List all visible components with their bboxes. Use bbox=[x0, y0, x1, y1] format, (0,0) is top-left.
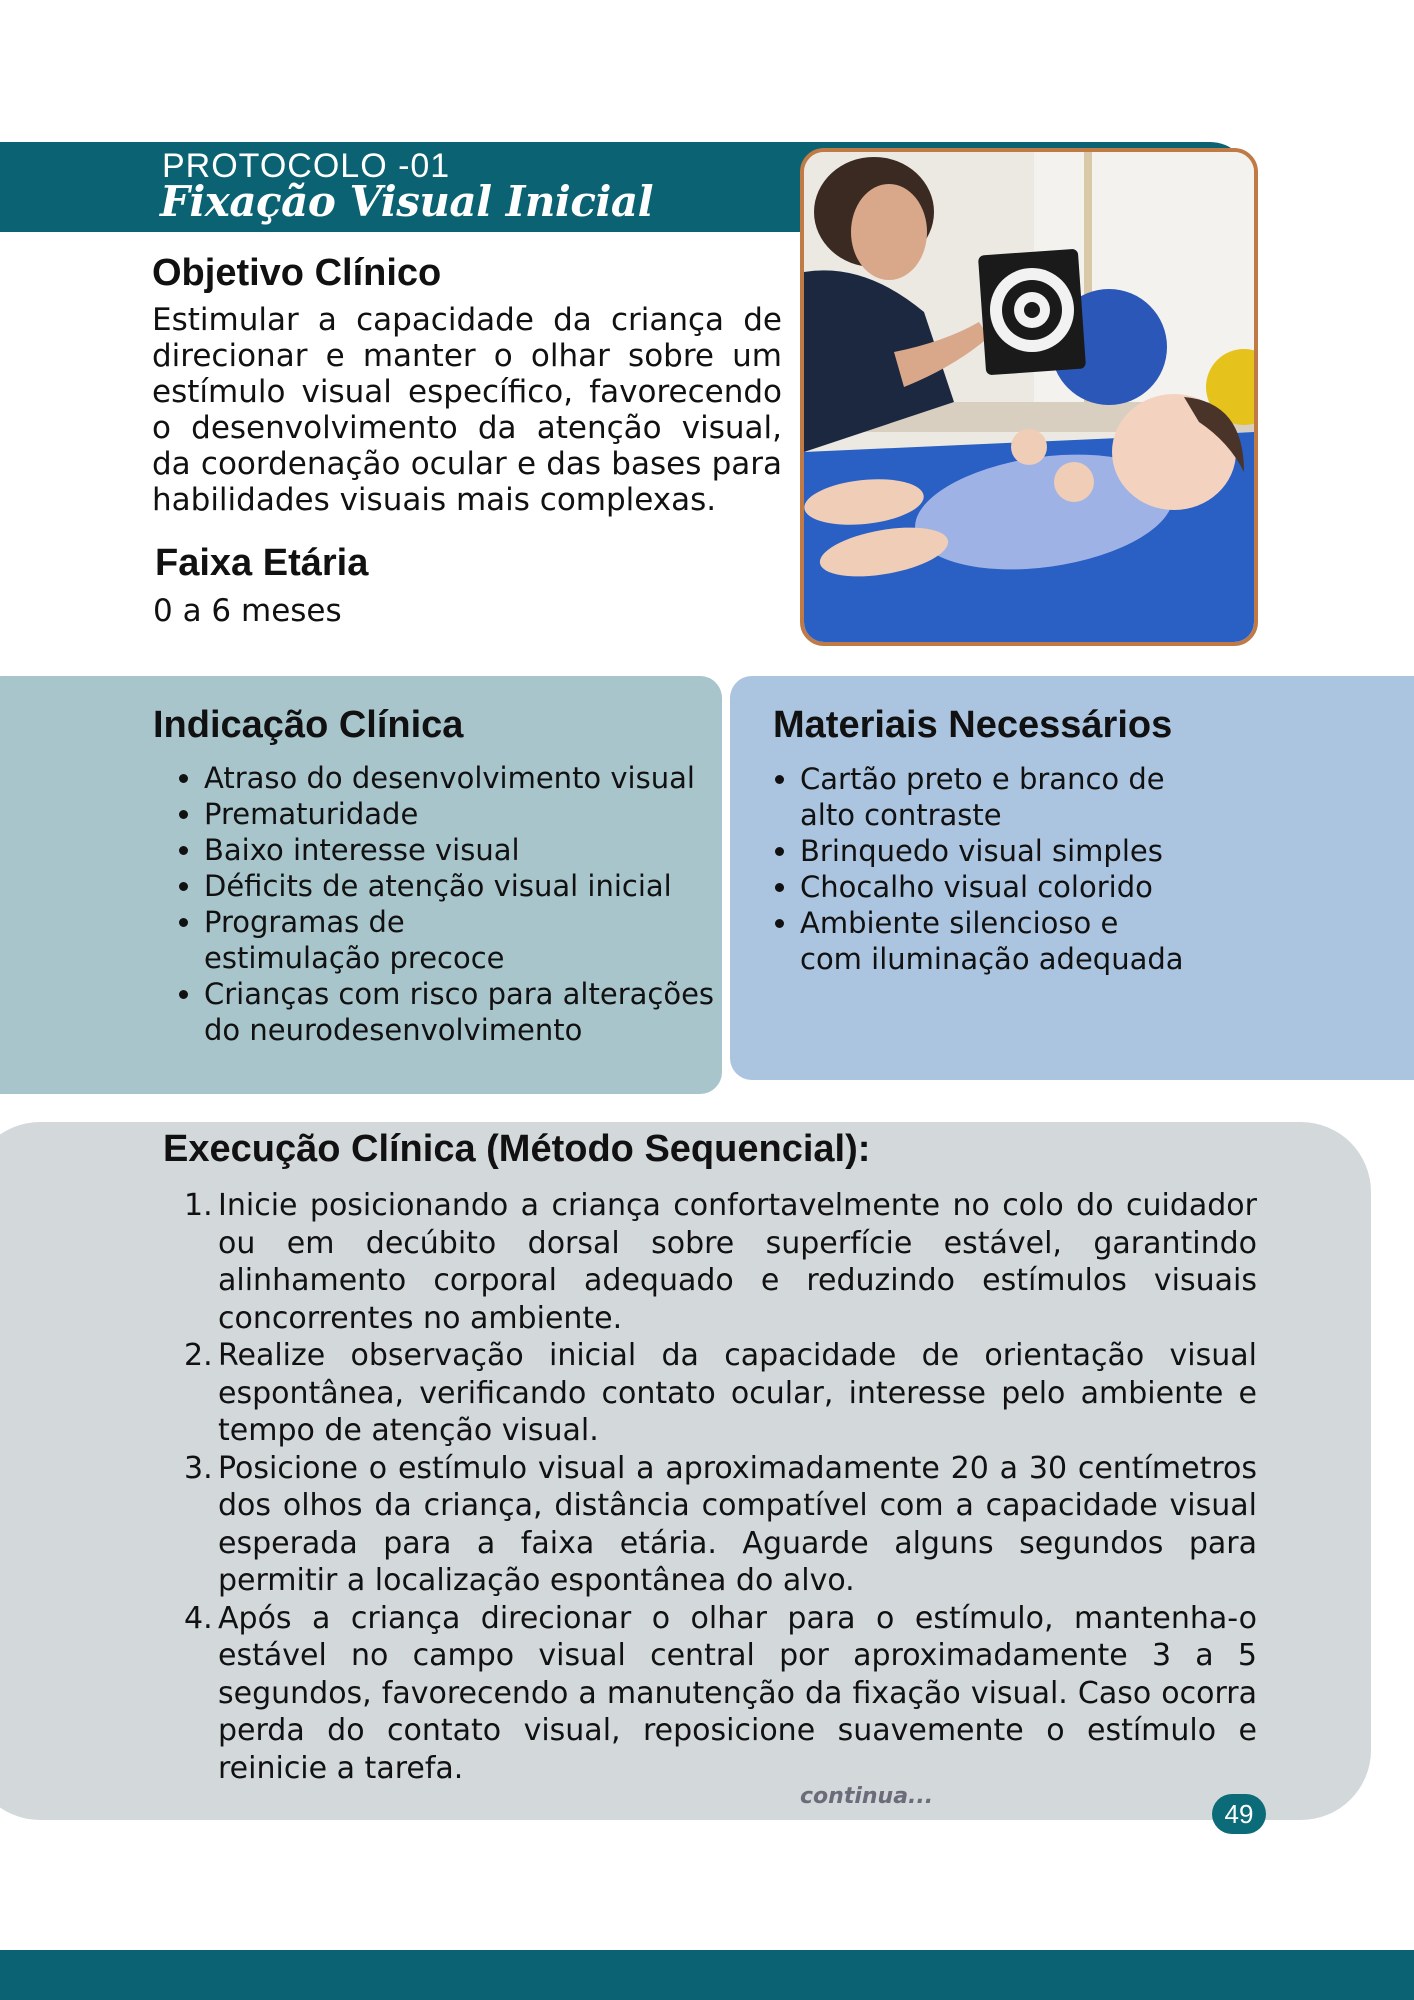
page-number-badge: 49 bbox=[1212, 1794, 1266, 1834]
materials-list-container bbox=[748, 761, 1248, 977]
step-text: Após a criança direcionar o olhar para o estímulo, mantenha-o estável no campo visual central por aproximadamente 3 a 5 segundos, favorecendo a manutenção da fixação visual. Caso ocorra perda do contato visual, reposicione suavemente o estímulo e reinicie a tarefa. bbox=[218, 1600, 1257, 1786]
list-item: • Programas de estimulação precoce bbox=[204, 904, 722, 976]
list-item: • Cartão preto e branco de alto contraste bbox=[800, 761, 1248, 833]
step-number: 3. bbox=[184, 1450, 213, 1486]
objective-text: Estimular a capacidade da criança de direcionar e manter o olhar sobre um estímulo visual específico, favorecendo o desenvolvimento da atenção visual, da coordenação ocular e das bases para habilidades visuais mais complexas. bbox=[152, 302, 782, 518]
protocol-label: PROTOCOLO -01 bbox=[162, 147, 451, 185]
step-text: Realize observação inicial da capacidade de orientação visual espontânea, verificando contato ocular, interesse pelo ambiente e tempo de atenção visual. bbox=[218, 1338, 1257, 1448]
list-item: • Déficits de atenção visual inicial bbox=[204, 868, 722, 904]
step-item bbox=[186, 1600, 1257, 1788]
list-item: • Chocalho visual colorido bbox=[800, 869, 1248, 905]
list-item: • Crianças com risco para alterações do neurodesenvolvimento bbox=[204, 976, 722, 1048]
execution-steps-container bbox=[186, 1187, 1257, 1787]
therapy-photo-illustration bbox=[804, 152, 1254, 642]
step-number: 4. bbox=[184, 1600, 213, 1636]
execution-heading: Execução Clínica (Método Sequencial): bbox=[163, 1128, 871, 1170]
step-item bbox=[186, 1337, 1257, 1450]
step-item bbox=[186, 1187, 1257, 1337]
footer-band bbox=[0, 1950, 1414, 2000]
execution-steps bbox=[186, 1187, 1257, 1787]
step-number: 2. bbox=[184, 1338, 213, 1373]
protocol-title: Fixação Visual Inicial bbox=[160, 177, 654, 226]
continua-label: continua... bbox=[800, 1784, 934, 1809]
list-item: • Ambiente silencioso e com iluminação adequada bbox=[800, 905, 1248, 977]
list-item: • Prematuridade bbox=[204, 796, 722, 832]
objective-heading: Objetivo Clínico bbox=[152, 252, 442, 294]
indication-list bbox=[152, 760, 722, 1048]
step-item bbox=[186, 1450, 1257, 1600]
step-text: Inicie posicionando a criança confortavelmente no colo do cuidador ou em decúbito dorsal sobre superfície estável, garantindo alinhamento corporal adequado e reduzindo estímulos visuais concorrentes no ambiente. bbox=[218, 1188, 1257, 1336]
step-text: Posicione o estímulo visual a aproximadamente 20 a 30 centímetros dos olhos da criança, distância compatível com a capacidade visual esperada para a faixa etária. Aguarde alguns segundos para permitir a localização espontânea do alvo. bbox=[218, 1450, 1257, 1598]
list-item: • Atraso do desenvolvimento visual bbox=[204, 760, 722, 796]
indication-list-container bbox=[152, 760, 722, 1048]
materials-list bbox=[748, 761, 1248, 977]
materials-heading: Materiais Necessários bbox=[773, 704, 1173, 746]
list-item: • Baixo interesse visual bbox=[204, 832, 722, 868]
indication-heading: Indicação Clínica bbox=[153, 704, 464, 746]
age-range-heading: Faixa Etária bbox=[155, 542, 369, 584]
list-item: • Brinquedo visual simples bbox=[800, 833, 1248, 869]
step-number: 1. bbox=[184, 1188, 213, 1223]
therapy-photo bbox=[800, 148, 1258, 646]
age-range-value: 0 a 6 meses bbox=[153, 593, 342, 629]
